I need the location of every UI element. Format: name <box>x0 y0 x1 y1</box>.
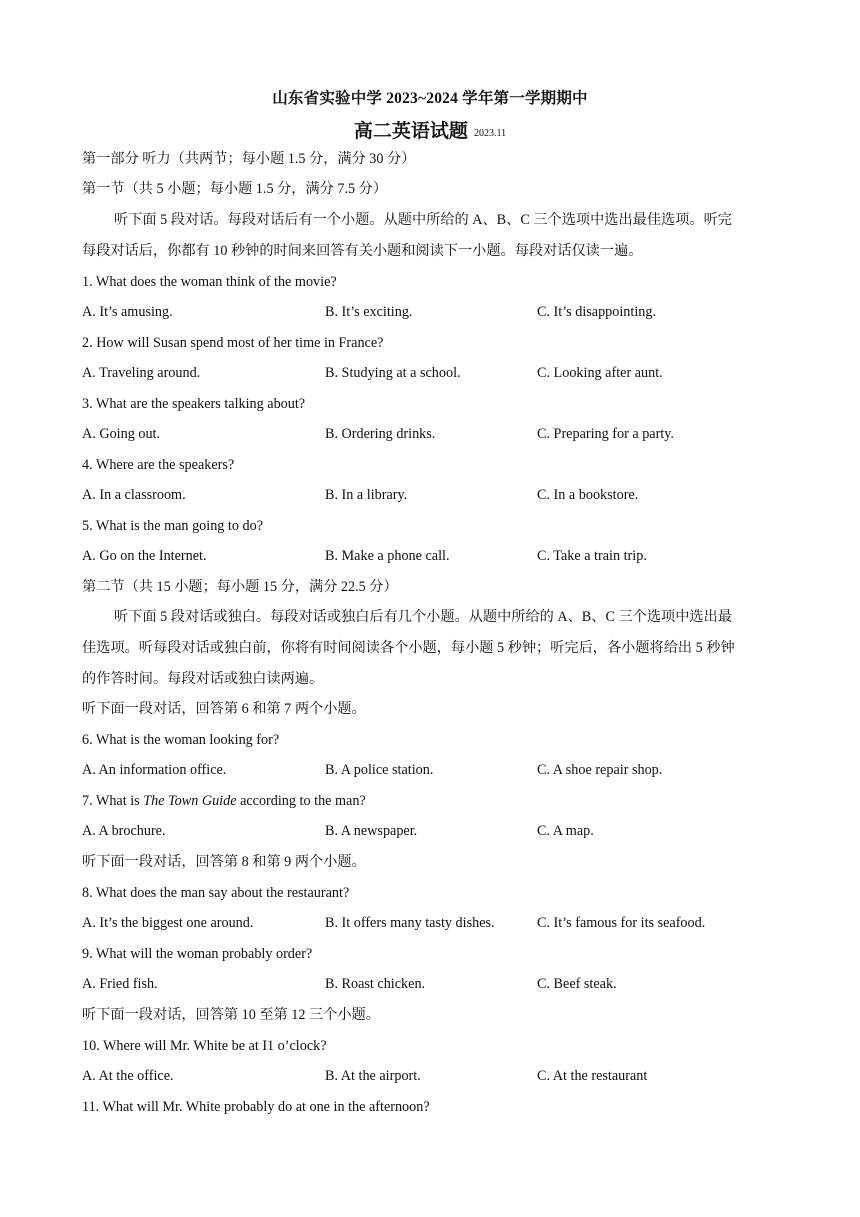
option-8a: A. It’s the biggest one around. <box>82 915 254 931</box>
question-8: 8. What does the man say about the restaurant? <box>82 885 350 901</box>
option-1c: C. It’s disappointing. <box>537 304 657 320</box>
option-2c: C. Looking after aunt. <box>537 365 663 381</box>
option-8b: B. It offers many tasty dishes. <box>325 915 495 931</box>
option-3b: B. Ordering drinks. <box>325 426 436 442</box>
option-4c: C. In a bookstore. <box>537 487 639 503</box>
option-3a: A. Going out. <box>82 426 161 442</box>
section1-heading: 第一节（共 5 小题；每小题 1.5 分，满分 7.5 分） <box>82 181 388 197</box>
option-5a: A. Go on the Internet. <box>82 548 207 564</box>
question-1: 1. What does the woman think of the movie? <box>82 274 337 290</box>
exam-subtitle <box>0 116 860 143</box>
option-9b: B. Roast chicken. <box>325 976 426 992</box>
question-10: 10. Where will Mr. White be at I1 o’clock? <box>82 1038 327 1054</box>
option-2a: A. Traveling around. <box>82 365 201 381</box>
option-2b: B. Studying at a school. <box>325 365 461 381</box>
exam-date: 2023.11 <box>473 128 507 139</box>
option-1a: A. It’s amusing. <box>82 304 173 320</box>
section1-instruction-line2: 每段对话后，你都有 10 秒钟的时间来回答有关小题和阅读下一小题。每段对话仅读一遍。 <box>82 243 643 259</box>
option-8c: C. It’s famous for its seafood. <box>537 915 706 931</box>
section2-instruction-line1: 听下面 5 段对话或独白。每段对话或独白后有几个小题。从题中所给的 A、B、C 三个选项中选出最 <box>114 609 732 625</box>
section2-instruction-line2: 佳选项。听每段对话或独白前，你将有时间阅读各个小题，每小题 5 秒钟；听完后，各小题将给出 5 秒钟 <box>82 640 735 656</box>
exam-title: 山东省实验中学 2023~2024 学年第一学期期中 <box>272 90 588 107</box>
question-2: 2. How will Susan spend most of her time in France? <box>82 335 384 351</box>
option-4a: A. In a classroom. <box>82 487 186 503</box>
option-10b: B. At the airport. <box>325 1068 421 1084</box>
option-4b: B. In a library. <box>325 487 408 503</box>
option-5c: C. Take a train trip. <box>537 548 647 564</box>
question-9: 9. What will the woman probably order? <box>82 946 313 962</box>
question-7 <box>82 791 782 811</box>
option-7b: B. A newspaper. <box>325 823 418 839</box>
question-11: 11. What will Mr. White probably do at one in the afternoon? <box>82 1099 430 1115</box>
question-3: 3. What are the speakers talking about? <box>82 396 306 412</box>
option-10a: A. At the office. <box>82 1068 174 1084</box>
question-6: 6. What is the woman looking for? <box>82 732 280 748</box>
section1-instruction-line1: 听下面 5 段对话。每段对话后有一个小题。从题中所给的 A、B、C 三个选项中选出最佳选项。听完 <box>114 212 732 228</box>
option-7a: A. A brochure. <box>82 823 166 839</box>
subtitle-text: 高二英语试题 <box>353 121 468 142</box>
option-6a: A. An information office. <box>82 762 227 778</box>
group-10-12-heading: 听下面一段对话，回答第 10 至第 12 三个小题。 <box>82 1007 380 1023</box>
part1-heading: 第一部分 听力（共两节；每小题 1.5 分，满分 30 分） <box>82 151 416 167</box>
option-5b: B. Make a phone call. <box>325 548 450 564</box>
option-9c: C. Beef steak. <box>537 976 617 992</box>
group-8-9-heading: 听下面一段对话，回答第 8 和第 9 两个小题。 <box>82 854 366 870</box>
question-5: 5. What is the man going to do? <box>82 518 263 534</box>
group-6-7-heading: 听下面一段对话，回答第 6 和第 7 两个小题。 <box>82 701 366 717</box>
option-6c: C. A shoe repair shop. <box>537 762 663 778</box>
question-4: 4. Where are the speakers? <box>82 457 235 473</box>
option-6b: B. A police station. <box>325 762 434 778</box>
option-10c: C. At the restaurant <box>537 1068 648 1084</box>
question-7-text-pre: 7. What is <box>82 793 144 809</box>
option-9a: A. Fried fish. <box>82 976 158 992</box>
option-7c: C. A map. <box>537 823 594 839</box>
option-1b: B. It’s exciting. <box>325 304 413 320</box>
section2-instruction-line3: 的作答时间。每段对话或独白读两遍。 <box>82 671 324 687</box>
question-7-title: The Town Guide <box>143 793 237 809</box>
section2-heading: 第二节（共 15 小题；每小题 15 分，满分 22.5 分） <box>82 579 398 595</box>
question-7-text-post: according to the man? <box>236 793 366 809</box>
option-3c: C. Preparing for a party. <box>537 426 674 442</box>
